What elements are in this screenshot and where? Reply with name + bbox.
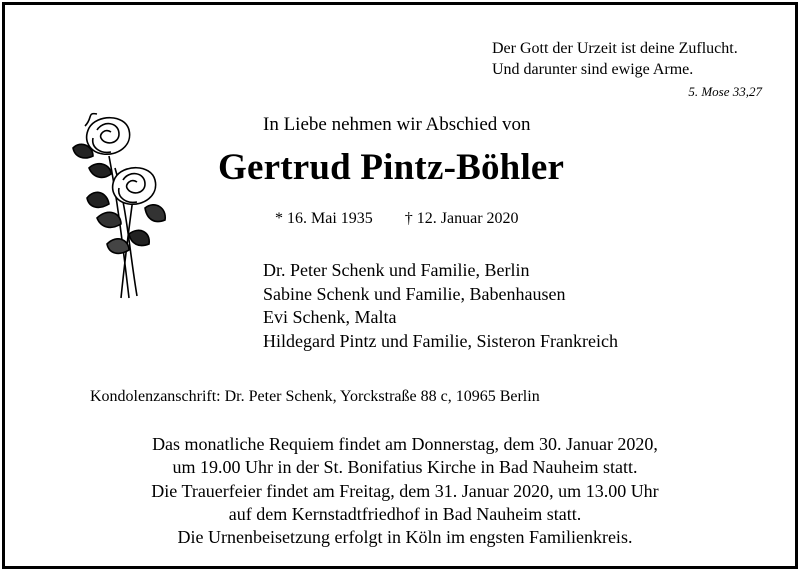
death-date: † 12. Januar 2020 [404, 210, 519, 227]
notice-line: Das monatliche Requiem findet am Donnerstag, dem 30. Januar 2020, [152, 434, 658, 454]
birth-date: * 16. Mai 1935 [275, 210, 373, 227]
intro-text: In Liebe nehmen wir Abschied von [263, 114, 531, 135]
notice-line: Die Trauerfeier findet am Freitag, dem 31. Januar 2020, um 13.00 Uhr [151, 480, 659, 501]
mourners-list [263, 259, 618, 353]
bible-quote [492, 38, 738, 80]
life-dates [275, 210, 519, 228]
condolence-address: Kondolenzanschrift: Dr. Peter Schenk, Yorckstraße 88 c, 10965 Berlin [90, 388, 540, 405]
notice-line: auf dem Kernstadtfriedhof in Bad Nauheim statt. [228, 503, 582, 524]
mourner-line: Hildegard Pintz und Familie, Sisteron Frankreich [263, 330, 618, 351]
deceased-name: Gertrud Pintz-Böhler [218, 147, 565, 188]
notice-line: um 19.00 Uhr in der St. Bonifatius Kirche in Bad Nauheim statt. [172, 457, 638, 478]
quote-reference: 5. Mose 33,27 [688, 84, 762, 99]
rose-icon [67, 108, 177, 303]
quote-line: Der Gott der Urzeit ist deine Zuflucht. [492, 40, 738, 57]
service-notice [5, 433, 800, 549]
quote-line: Und darunter sind ewige Arme. [492, 61, 694, 78]
mourner-line: Sabine Schenk und Familie, Babenhausen [263, 283, 566, 304]
notice-line: Die Urnenbeisetzung erfolgt in Köln im engsten Familienkreis. [177, 527, 633, 548]
obituary-frame [2, 2, 798, 569]
mourner-line: Evi Schenk, Malta [263, 307, 397, 327]
mourner-line: Dr. Peter Schenk und Familie, Berlin [263, 260, 530, 280]
